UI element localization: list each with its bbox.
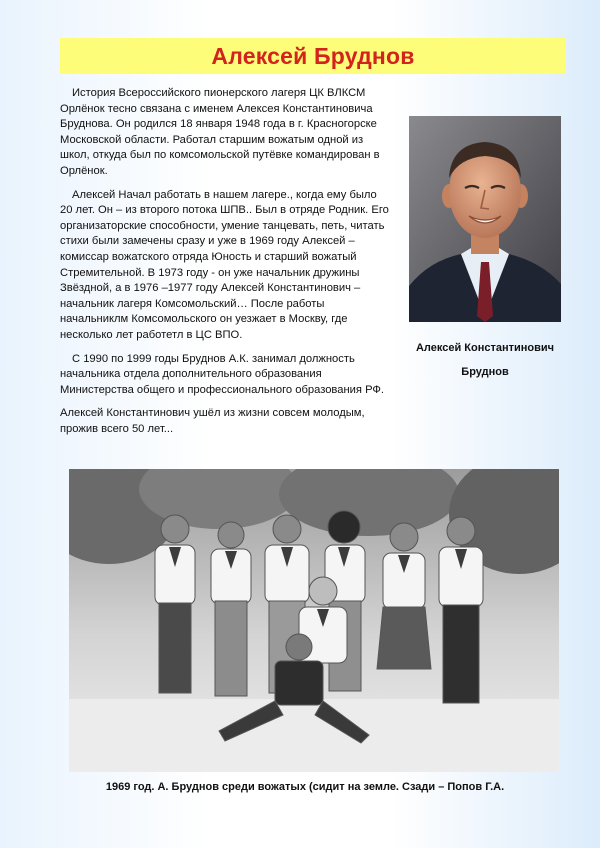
portrait-caption-surname: Бруднов: [461, 366, 509, 378]
article-body: [60, 86, 390, 445]
page-title: Алексей Бруднов: [211, 42, 415, 69]
article-paragraph-1: История Всероссийского пионерского лагеря ЦК ВЛКСМ Орлёнок тесно связана с именем Алексея Константиновича Бруднова. Он родился 18 января 1948 года в г. Красногорске Московской области. Работал старшим вожатым одной из школ, откуда был по комсомольской путёвке командирован в Орлёнок.: [60, 87, 380, 177]
group-photo-illustration: [69, 469, 559, 772]
portrait-illustration: [409, 116, 561, 322]
title-banner: [60, 38, 566, 74]
group-photo: [69, 469, 559, 772]
article-paragraph-3: С 1990 по 1999 годы Бруднов А.К. занимал должность начальника отдела дополнительного образования Министерства общего и профессионального образования РФ.: [60, 352, 385, 396]
article-paragraph-4: Алексей Константинович ушёл из жизни совсем молодым, прожив всего 50 лет...: [60, 407, 365, 435]
portrait-caption-name: Алексей Константинович: [415, 342, 555, 354]
group-photo-caption: 1969 год. А. Бруднов среди вожатых (сидит на земле. Сзади – Попов Г.А.: [105, 781, 505, 793]
portrait-photo: [409, 116, 561, 322]
article-paragraph-2: Алексей Начал работать в нашем лагере., когда ему было 20 лет. Он – из второго потока ШПВ.. Был в отряде Родник. Его организаторские способности, умение танцевать, петь, читать стихи были замечены сразу и уже в 1969 году Алексей – комиссар вожатского отряда Юность и старший вожатый Стремительной. В 1973 году - он уже начальник дружины Звёздной, а в 1976 –1977 году Алексей Константинович – начальник лагеря Комсомольский… После работы начальниклм Комсомольского он уезжает в Москву, где несколько лет работетл в ЦС ВПО.: [60, 188, 389, 341]
portrait-caption: [396, 336, 574, 384]
